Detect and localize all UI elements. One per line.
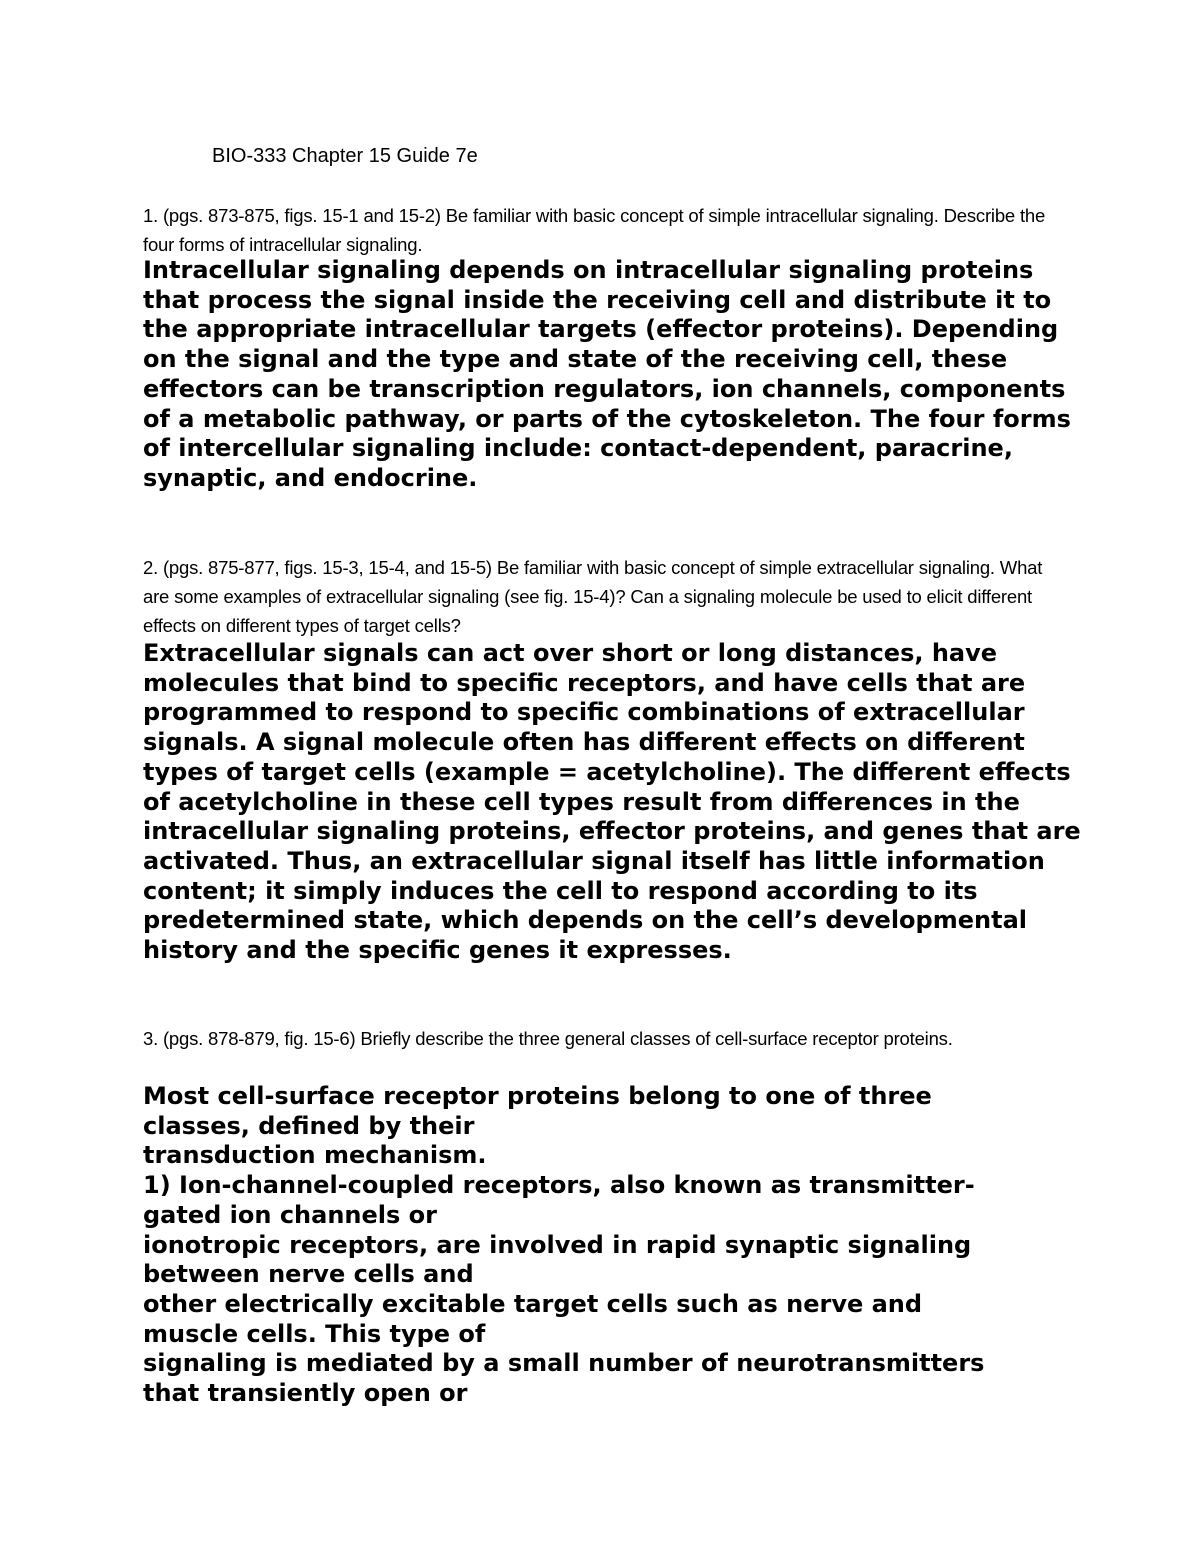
answer-2: Extracellular signals can act over short or long distances, have molecules that bind to specific receptors, and have cells that are programmed to respond to specific combinations of extracellular signals. A signal molecule often has different effects on different types of target cells (example = acetylcholine). The different effects of acetylcholine in these cell types result from differences in the intracellular signaling proteins, effector proteins, and genes that are activated. Thus, an extracellular signal itself has little information content; it simply induces the cell to respond according to its predetermined state, which depends on the cell’s developmental history and the specific genes it expresses. <box>143 639 1081 965</box>
question-1: 1. (pgs. 873-875, figs. 15-1 and 15-2) Be familiar with basic concept of simple intracellular signaling. Describe the four forms of intracellular signaling. <box>143 205 1046 255</box>
answer-3-line: that transiently open or <box>143 1379 468 1408</box>
question-2: 2. (pgs. 875-877, figs. 15-3, 15-4, and 15-5) Be familiar with basic concept of simple extracellular signaling. What are some examples of extracellular signaling (see fig. 15-4)? Can a signaling molecule be used to elicit different effects on different types of target cells? <box>143 557 1043 636</box>
document-title: BIO-333 Chapter 15 Guide 7e <box>212 145 478 167</box>
answer-3 <box>143 1082 1083 1409</box>
answer-3-line: Most cell-surface receptor proteins belong to one of three <box>143 1082 932 1110</box>
answer-3-line: between nerve cells and <box>143 1260 474 1289</box>
answer-3-line: gated ion channels or <box>143 1200 437 1229</box>
answer-3-line: other electrically excitable target cells such as nerve and <box>143 1289 923 1318</box>
question-3: 3. (pgs. 878-879, fig. 15-6) Briefly describe the three general classes of cell-surface receptor proteins. <box>143 1028 953 1049</box>
answer-3-line: transduction mechanism. <box>143 1141 487 1170</box>
answer-3-line: classes, defined by their <box>143 1111 475 1140</box>
answer-3-line: ionotropic receptors, are involved in rapid synaptic signaling <box>143 1230 972 1259</box>
answer-1: Intracellular signaling depends on intracellular signaling proteins that process the signal inside the receiving cell and distribute it to the appropriate intracellular targets (effector proteins). Depending on the signal and the type and state of the receiving cell, these effectors can be transcription regulators, ion channels, components of a metabolic pathway, or parts of the cytoskeleton. The four forms of intercellular signaling include: contact-dependent, paracrine, synaptic, and endocrine. <box>143 256 1071 492</box>
answer-3-line: signaling is mediated by a small number of neurotransmitters <box>143 1349 985 1378</box>
answer-3-line: muscle cells. This type of <box>143 1319 486 1348</box>
answer-3-line: 1) Ion-channel-coupled receptors, also known as transmitter- <box>143 1171 975 1200</box>
